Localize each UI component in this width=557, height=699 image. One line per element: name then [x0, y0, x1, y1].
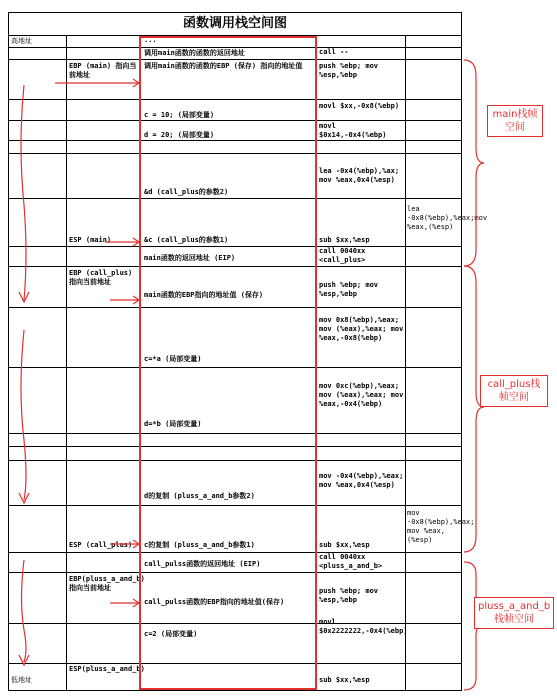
asm-instruction: sub $xx,%esp: [319, 541, 370, 549]
call-plus-frame-brace: [462, 264, 486, 554]
column-divider: [66, 35, 67, 690]
asm-note: mov -0x8(%ebp),%eax; mov %eax,(%esp): [407, 509, 475, 544]
arrow-icon: [110, 538, 145, 550]
stack-slot: c = 10; (局部变量): [144, 111, 215, 119]
asm-instruction: call 0040xx <pluss_a_and_b>: [319, 553, 383, 570]
stack-slot: c=*a (局部变量): [144, 355, 202, 363]
asm-instruction: sub $xx,%esp: [319, 236, 370, 244]
low-address-label: 低地址: [11, 676, 32, 684]
page-title: 函数调用栈空间图: [8, 12, 462, 36]
stack-slot: &d (call_plus的参数2): [144, 188, 229, 196]
call-plus-frame-label: call_plus栈帧空间: [480, 375, 548, 407]
asm-instruction: push %ebp; mov %esp,%ebp: [319, 587, 379, 604]
pointer-label: EBP(pluss_a_and_b)指向当前地址: [69, 575, 145, 592]
asm-instruction: mov 0xc(%ebp),%eax; mov (%eax),%eax; mov %eax,-0x4(%ebp): [319, 382, 404, 408]
stack-slot: c的复制 (pluss_a_and_b参数1): [144, 541, 255, 549]
asm-instruction: movl $xx,-0x8(%ebp): [319, 102, 400, 110]
main-frame-label: main栈帧空间: [487, 105, 543, 137]
arrow-icon: [105, 236, 145, 248]
stack-slot: d的复制 (pluss_a_and_b参数2): [144, 492, 255, 500]
asm-instruction: mov -0x4(%ebp),%eax; mov %eax,0x4(%esp): [319, 472, 404, 489]
arrow-icon: [55, 75, 145, 87]
main-frame-brace: [462, 58, 486, 268]
stack-slot: 调用main函数的函数的EBP (保存) 指向的地址值: [144, 62, 303, 70]
asm-instruction: sub $xx,%esp: [319, 676, 370, 684]
stack-slot: main函数的EBP指向的地址值 (保存): [144, 291, 264, 299]
stack-slot: call_pulss函数的返回地址 (EIP): [144, 560, 261, 568]
dots-label: ...: [144, 36, 157, 44]
pointer-label: ESP(pluss_a_and_b): [69, 665, 145, 673]
stack-column-highlight: [139, 36, 317, 690]
asm-instruction: lea -0x4(%ebp),%ax; mov %eax,0x4(%esp): [319, 167, 400, 184]
stack-slot: d=*b (局部变量): [144, 420, 202, 428]
asm-instruction: mov 0x8(%ebp),%eax; mov (%eax),%eax; mov %eax,-0x8(%ebp): [319, 316, 404, 342]
asm-instruction: movl $0x14,-0x4(%ebp): [319, 122, 387, 139]
column-divider: [405, 35, 406, 690]
arrow-icon: [110, 597, 145, 609]
pointer-label: EBP (main) 指向当前地址: [69, 62, 137, 79]
stack-slot: 调用main函数的函数的返回地址: [144, 49, 245, 57]
asm-note: lea -0x8(%ebp),%eax;mov %eax,(%esp): [407, 205, 488, 231]
arrow-icon: [110, 294, 145, 306]
pointer-label: ESP (call_plus): [69, 541, 133, 549]
pointer-label: EBP (call_plus) 指向当前地址: [69, 269, 133, 286]
asm-instruction: call 0040xx <call_plus>: [319, 247, 366, 264]
high-address-label: 高地址: [11, 37, 32, 45]
call-dots-label: call --: [319, 48, 349, 56]
down-arrow-icon: [14, 560, 34, 670]
asm-instruction: push %ebp; mov %esp,%ebp: [319, 281, 379, 298]
asm-instruction: movl $0x2222222,-0x4(%ebp): [319, 618, 408, 635]
stack-slot: d = 20; (局部变量): [144, 131, 215, 139]
down-arrow-icon: [14, 85, 34, 310]
stack-slot: main函数的返回地址 (EIP): [144, 254, 236, 262]
down-arrow-icon: [14, 330, 34, 510]
pointer-label: ESP (main): [69, 236, 112, 244]
pluss-frame-label: pluss_a_and_b栈帧空间: [474, 597, 554, 629]
stack-slot: call_pulss函数的EBP指向的地址值(保存): [144, 598, 285, 606]
asm-instruction: push %ebp; mov %esp,%ebp: [319, 62, 379, 79]
stack-slot: &c (call_plus的参数1): [144, 236, 229, 244]
stack-slot: c=2 (局部变量): [144, 630, 198, 638]
